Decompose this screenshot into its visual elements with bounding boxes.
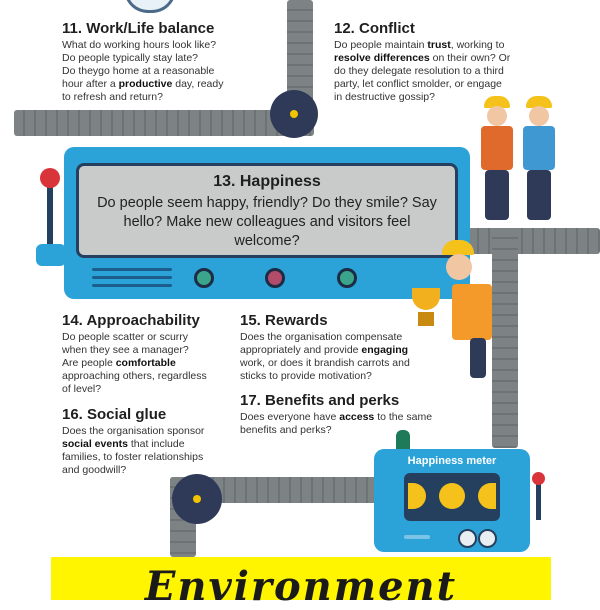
- gauge-icon: [478, 529, 497, 548]
- benefits-line-1c: to the same: [374, 411, 433, 423]
- smiley-icon: [439, 483, 465, 509]
- worker-legs: [485, 170, 509, 220]
- approachability-line-5: of level?: [62, 383, 102, 395]
- worker-illustration-right: [520, 96, 558, 224]
- rewards-line-3: work, or does it brandish carrots and: [240, 357, 410, 369]
- conflict-line-3: do they delegate resolution to a third: [334, 65, 504, 77]
- social-glue-line-2b: that include: [127, 438, 185, 450]
- rewards-line-4: sticks to provide motivation?: [240, 370, 372, 382]
- meter-cap: [396, 430, 410, 450]
- work-life-line-4a: hour after a: [62, 78, 119, 90]
- rewards-text: [240, 331, 440, 383]
- social-glue-bold-events: social events: [62, 438, 128, 450]
- meter-screen: [404, 473, 500, 521]
- section-approachability: [62, 312, 237, 396]
- lever-handle[interactable]: [47, 178, 53, 248]
- gauge-icon: [458, 529, 477, 548]
- conflict-heading: 12. Conflict: [334, 20, 415, 37]
- clock-icon: [124, 0, 176, 13]
- worker-torso: [452, 284, 492, 340]
- work-life-text: [62, 39, 282, 104]
- social-glue-line-3: families, to foster relationships: [62, 451, 204, 463]
- conflict-bold-trust: trust: [427, 39, 451, 51]
- worker-torso: [523, 126, 555, 170]
- worker-legs: [470, 338, 486, 378]
- benefits-heading: 17. Benefits and perks: [240, 392, 400, 409]
- approachability-line-3a: Are people: [62, 357, 116, 369]
- social-glue-line-4: and goodwill?: [62, 464, 127, 476]
- approachability-line-4: approaching others, regardless: [62, 370, 207, 382]
- section-rewards: [240, 312, 440, 383]
- work-life-heading: 11. Work/Life balance: [62, 20, 215, 37]
- section-social-glue: [62, 406, 237, 477]
- conflict-line-1a: Do people maintain: [334, 39, 428, 51]
- conflict-line-2b: on their own? Or: [429, 52, 511, 64]
- benefits-line-2: benefits and perks?: [240, 424, 332, 436]
- benefits-line-1a: Does everyone have: [240, 411, 340, 423]
- happiness-meter: [374, 449, 530, 552]
- rewards-line-1: Does the organisation compensate: [240, 331, 403, 343]
- happiness-heading: 13. Happiness: [213, 173, 321, 190]
- section-benefits: [240, 392, 450, 437]
- panel-knob-3[interactable]: [337, 268, 357, 288]
- conflict-line-1c: , working to: [450, 39, 505, 51]
- rewards-heading: 15. Rewards: [240, 312, 328, 329]
- approachability-line-1: Do people scatter or scurry: [62, 331, 189, 343]
- happiness-text: Do people seem happy, friendly? Do they smile? Say hello? Make new colleagues and visitors feel welcome?: [97, 195, 437, 249]
- happiness-screen: [76, 163, 458, 258]
- meter-lever[interactable]: [536, 480, 541, 520]
- worker-with-trophy: [440, 240, 528, 380]
- social-glue-line-1: Does the organisation sponsor: [62, 425, 205, 437]
- work-life-bold-productive: productive: [118, 78, 173, 90]
- benefits-text: [240, 411, 450, 437]
- banner-title: Environment: [144, 563, 458, 610]
- lever-base: [36, 244, 66, 266]
- approachability-line-2: when they see a manager?: [62, 344, 189, 356]
- conflict-line-4: party, let conflict smolder, or engage: [334, 78, 502, 90]
- vent-line: [92, 284, 172, 287]
- social-glue-heading: 16. Social glue: [62, 406, 167, 423]
- worker-head: [529, 106, 549, 126]
- work-life-line-4b: day, ready: [172, 78, 224, 90]
- work-life-line-5: to refresh and return?: [62, 91, 163, 103]
- approachability-heading: 14. Approachability: [62, 312, 200, 329]
- conflict-line-5: in destructive gossip?: [334, 91, 435, 103]
- meter-title: Happiness meter: [407, 455, 497, 467]
- panel-knob-2[interactable]: [265, 268, 285, 288]
- work-life-line-1: What do working hours look like?: [62, 39, 217, 51]
- worker-legs: [527, 170, 551, 220]
- conflict-bold-resolve: resolve differences: [334, 52, 430, 64]
- approachability-bold-comfortable: comfortable: [115, 357, 176, 369]
- vent-line: [92, 276, 172, 279]
- work-life-line-3: Do theygo home at a reasonable: [62, 65, 215, 77]
- valve-wheel-bottom[interactable]: [172, 474, 222, 524]
- smiley-icon: [408, 483, 426, 509]
- worker-illustration-left: [478, 96, 516, 224]
- smiley-icon: [478, 483, 496, 509]
- social-glue-text: [62, 425, 237, 477]
- approachability-text: [62, 331, 237, 396]
- conflict-text: [334, 39, 564, 104]
- meter-lever-knob[interactable]: [532, 472, 545, 485]
- environment-banner: [51, 557, 551, 610]
- worker-head: [487, 106, 507, 126]
- benefits-bold-access: access: [339, 411, 375, 423]
- lever-knob[interactable]: [40, 168, 60, 188]
- rewards-line-2a: appropriately and provide: [240, 344, 362, 356]
- hardhat-icon: [442, 240, 474, 255]
- work-life-line-2: Do people typically stay late?: [62, 52, 198, 64]
- rewards-bold-engaging: engaging: [361, 344, 409, 356]
- trophy-icon: [412, 288, 440, 310]
- worker-head: [446, 254, 472, 280]
- pipe-horizontal-top: [14, 110, 314, 136]
- panel-knob-1[interactable]: [194, 268, 214, 288]
- indicator-dots: [404, 535, 430, 539]
- worker-torso: [481, 126, 513, 170]
- section-work-life: [62, 20, 282, 104]
- vent-line: [92, 268, 172, 271]
- section-conflict: [334, 20, 564, 104]
